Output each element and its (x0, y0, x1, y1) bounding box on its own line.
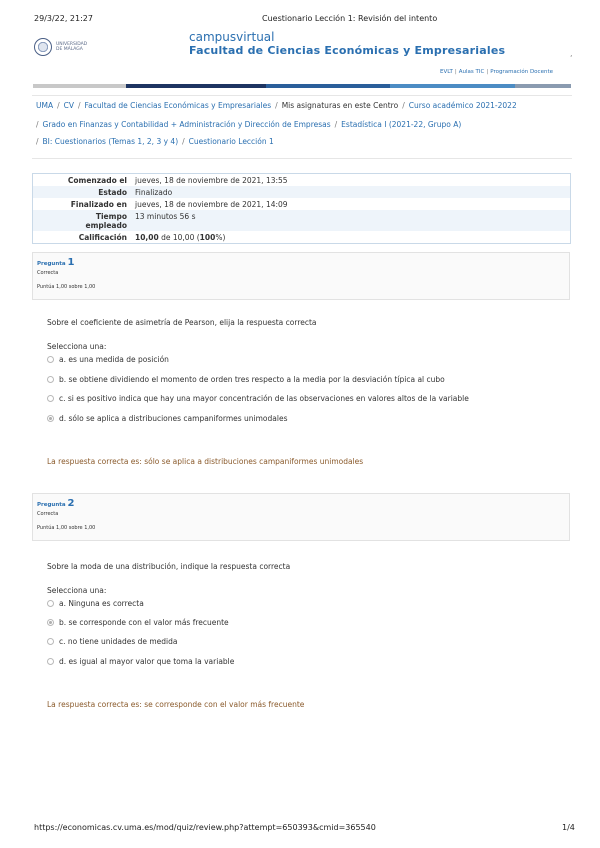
breadcrumb-curso[interactable]: Curso académico 2021-2022 (408, 101, 517, 110)
university-logo[interactable] (34, 37, 94, 57)
question-1-option-a[interactable]: a. es una medida de posición (47, 355, 169, 364)
summary-value: jueves, 18 de noviembre de 2021, 14:09 (135, 199, 288, 209)
logo-text-line2: DE MÁLAGA (56, 47, 83, 52)
question-1-feedback: La respuesta correcta es: sólo se aplica a distribuciones campaniformes unimodales (47, 457, 364, 466)
radio-icon[interactable] (47, 638, 54, 645)
summary-row-finished (33, 198, 571, 210)
header-color-stripe (33, 84, 571, 88)
breadcrumb-line-3: / BI: Cuestionarios (Temas 1, 2, 3 y 4) / Cuestionario Lección 1 (36, 137, 274, 146)
summary-label: Estado (33, 186, 132, 198)
breadcrumb-estadistica[interactable]: Estadística I (2021-22, Grupo A) (341, 120, 462, 129)
grade-pct: 100 (199, 232, 216, 242)
question-2-option-b[interactable]: b. se corresponde con el valor más frecuente (47, 618, 229, 627)
question-2-option-a[interactable]: a. Ninguna es correcta (47, 599, 144, 608)
grade-score: 10,00 (135, 232, 159, 242)
question-1-option-c[interactable]: c. si es positivo indica que hay una mayor concentración de las observaciones en valores altos de la variable (47, 394, 469, 403)
breadcrumb-grado[interactable]: Grado en Finanzas y Contabilidad + Administración y Dirección de Empresas (42, 120, 331, 129)
question-2-text: Sobre la moda de una distribución, indique la respuesta correcta (47, 562, 291, 571)
question-number: 2 (67, 498, 75, 509)
site-name[interactable]: campusvirtual (189, 30, 275, 44)
breadcrumb-uma[interactable]: UMA (36, 101, 54, 110)
link-aulas-tic[interactable]: Aulas TIC (458, 69, 485, 75)
grade-end: %) (215, 232, 226, 242)
question-2-option-d[interactable]: d. es igual al mayor valor que toma la variable (47, 657, 234, 666)
university-seal-icon (34, 38, 52, 56)
question-label: Pregunta 1 (37, 257, 75, 268)
link-programacion-docente[interactable]: Programación Docente (490, 69, 553, 75)
question-2-info (32, 493, 570, 541)
question-1-option-d[interactable]: d. sólo se aplica a distribuciones campaniformes unimodales (47, 414, 287, 423)
radio-icon[interactable] (47, 356, 54, 363)
breadcrumb-line-2: / Grado en Finanzas y Contabilidad + Administración y Dirección de Empresas / Estadística I (2021-22, Grupo A) (36, 120, 462, 129)
radio-icon[interactable] (47, 600, 54, 607)
radio-selected-icon[interactable] (47, 415, 54, 422)
summary-label: Finalizado en (70, 199, 127, 209)
summary-value: 13 minutos 56 s (131, 210, 571, 231)
summary-label: Tiempo empleado (33, 210, 132, 231)
link-evlt[interactable]: EVLT (440, 69, 453, 75)
logo-text-line1: UNIVERSIDAD (56, 42, 88, 47)
print-page-number: 1/4 (562, 823, 575, 832)
summary-value: jueves, 18 de noviembre de 2021, 13:55 (135, 175, 288, 185)
breadcrumb-cuestionario-leccion[interactable]: Cuestionario Lección 1 (188, 137, 274, 146)
attempt-summary-table (32, 173, 571, 244)
print-url: https://economicas.cv.uma.es/mod/quiz/review.php?attempt=650393&cmid=365540 (34, 823, 376, 832)
question-state: Correcta (37, 511, 59, 517)
question-2-select-prompt: Selecciona una: (47, 586, 107, 595)
radio-icon[interactable] (47, 395, 54, 402)
question-2-feedback: La respuesta correcta es: se corresponde con el valor más frecuente (47, 700, 305, 709)
summary-label: Comenzado el (67, 175, 127, 185)
faculty-name[interactable]: Facultad de Ciencias Económicas y Empresariales (189, 44, 506, 57)
top-links: EVLT | Aulas TIC | Programación Docente (440, 69, 553, 75)
breadcrumb-mis-asignaturas: Mis asignaturas en este Centro (281, 101, 399, 110)
summary-row-started (33, 174, 571, 187)
radio-icon[interactable] (47, 658, 54, 665)
question-1-info (32, 252, 570, 300)
question-number: 1 (67, 257, 75, 268)
summary-value (131, 231, 571, 244)
summary-value: Finalizado (131, 186, 571, 198)
question-1-option-b[interactable]: b. se obtiene dividiendo el momento de orden tres respecto a la media por la desviación típica al cubo (47, 375, 445, 384)
breadcrumb-cv[interactable]: CV (63, 101, 74, 110)
question-state: Correcta (37, 270, 59, 276)
print-datetime: 29/3/22, 21:27 (34, 14, 93, 23)
radio-icon[interactable] (47, 376, 54, 383)
breadcrumb (32, 95, 572, 159)
breadcrumb-cuestionarios[interactable]: BI: Cuestionarios (Temas 1, 2, 3 y 4) (42, 137, 179, 146)
radio-selected-icon[interactable] (47, 619, 54, 626)
summary-row-grade (33, 231, 571, 244)
question-grade: Puntúa 1,00 sobre 1,00 (37, 284, 96, 290)
summary-row-state (33, 186, 571, 198)
summary-row-time (33, 210, 571, 231)
summary-label: Calificación (78, 232, 127, 242)
question-1-text: Sobre el coeficiente de asimetría de Pearson, elija la respuesta correcta (47, 318, 317, 327)
print-doc-title: Cuestionario Lección 1: Revisión del intento (262, 14, 438, 23)
breadcrumb-line-1: UMA / CV / Facultad de Ciencias Económicas y Empresariales / Mis asignaturas en este Centro / Curso académico 2021-2022 (36, 101, 517, 110)
grade-mid: de 10,00 ( (158, 232, 200, 242)
question-label: Pregunta 2 (37, 498, 75, 509)
question-grade: Puntúa 1,00 sobre 1,00 (37, 525, 96, 531)
breadcrumb-facultad[interactable]: Facultad de Ciencias Económicas y Empresariales (84, 101, 272, 110)
question-2-option-c[interactable]: c. no tiene unidades de medida (47, 637, 178, 646)
question-1-select-prompt: Selecciona una: (47, 342, 107, 351)
